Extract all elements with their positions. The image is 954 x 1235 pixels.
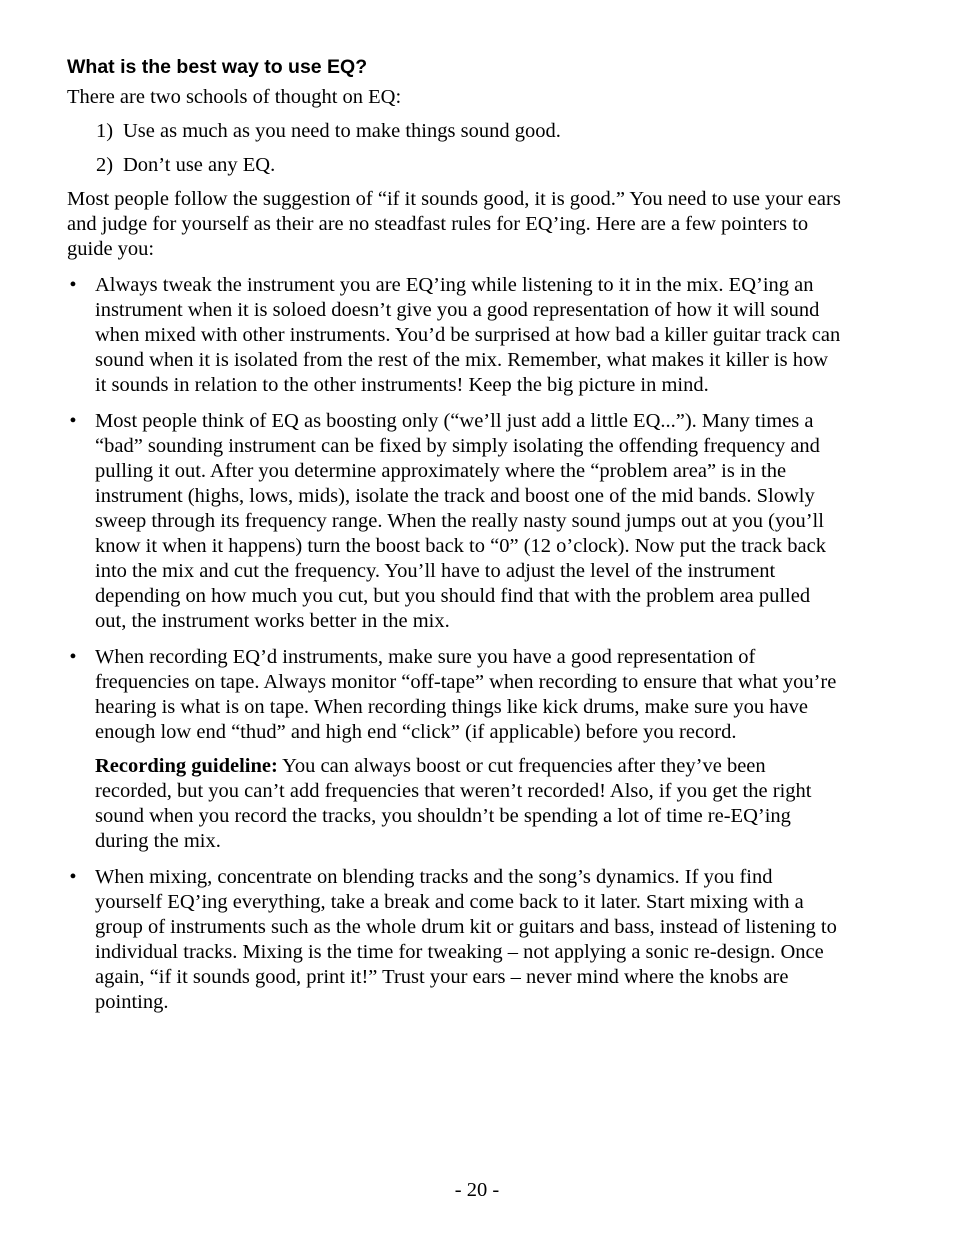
list-item-text: Most people think of EQ as boosting only (“we’ll just add a little EQ...”). Many times a “bad” sounding instrument can be fixed by simply isolating the offending frequency and pulling it out. After you determine approximately where the “problem area” is in the instrument (highs, lows, mids), isolate the track and boost one of the mid bands. Slowly sweep through its frequency range. When the really nasty sound jumps out at you (you’ll know it when it happens) turn the boost back to “0” (12 o’clock). Now put the track back into the mix and cut the frequency. You’ll have to adjust the level of the instrument depending on how much you cut, but you should find that with the problem area pulled out, the instrument works better in the mix. <box>95 410 826 632</box>
pointers-list <box>67 273 842 1015</box>
list-number: 2) <box>96 154 114 176</box>
list-item <box>67 119 842 144</box>
section-heading: What is the best way to use EQ? <box>67 56 368 78</box>
bullet-icon: • <box>69 410 77 432</box>
guideline-text: You can always boost or cut frequencies after they’ve been recorded, but you can’t add frequencies that weren’t recorded! Also, if you get the right sound when you record the tracks, you shouldn’t be spending a lot of time re-EQ’ing during the mix. <box>95 755 812 852</box>
list-item-text: When recording EQ’d instruments, make sure you have a good representation of frequencies on tape. Always monitor “off-tape” when recording to ensure that what you’re hearing is what is on tape. When recording things like kick drums, make sure you have enough low end “thud” and high end “click” (if applicable) before you record. <box>95 646 837 743</box>
guideline-label: Recording guideline: <box>95 755 278 777</box>
body-paragraph: Most people follow the suggestion of “if it sounds good, it is good.” You need to use your ears and judge for yourself as their are no steadfast rules for EQ’ing. Here are a few pointers to guide you: <box>67 188 841 260</box>
bullet-icon: • <box>69 866 77 888</box>
list-item-text: Use as much as you need to make things sound good. <box>123 120 561 142</box>
bullet-icon: • <box>69 646 77 668</box>
list-item <box>67 153 842 178</box>
list-item-text: Don’t use any EQ. <box>123 154 276 176</box>
bullet-icon: • <box>69 274 77 296</box>
recording-guideline <box>95 754 842 854</box>
list-item <box>67 865 842 1015</box>
intro-text: There are two schools of thought on EQ: <box>67 86 402 108</box>
schools-list <box>67 119 842 178</box>
list-item <box>67 273 842 398</box>
list-number: 1) <box>96 120 114 142</box>
list-item-text: Always tweak the instrument you are EQ’ing while listening to it in the mix. EQ’ing an instrument when it is soloed doesn’t give you a good representation of how it will sound when mixed with other instruments. You’d be surprised at how bad a killer guitar track can sound when it is isolated from the rest of the mix. Remember, what makes it killer is how it sounds in relation to the other instruments! Keep the big picture in mind. <box>95 274 841 396</box>
page-content <box>67 55 842 1026</box>
list-item-text: When mixing, concentrate on blending tracks and the song’s dynamics. If you find yourself EQ’ing everything, take a break and come back to it later. Start mixing with a group of instruments such as the whole drum kit or guitars and bass, instead of listening to individual tracks. Mixing is the time for tweaking – not applying a sonic re-design. Once again, “if it sounds good, print it!” Trust your ears – never mind where the knobs are pointing. <box>95 866 837 1013</box>
page-number: - 20 - <box>454 1179 500 1201</box>
list-item <box>67 645 842 854</box>
list-item <box>67 409 842 634</box>
